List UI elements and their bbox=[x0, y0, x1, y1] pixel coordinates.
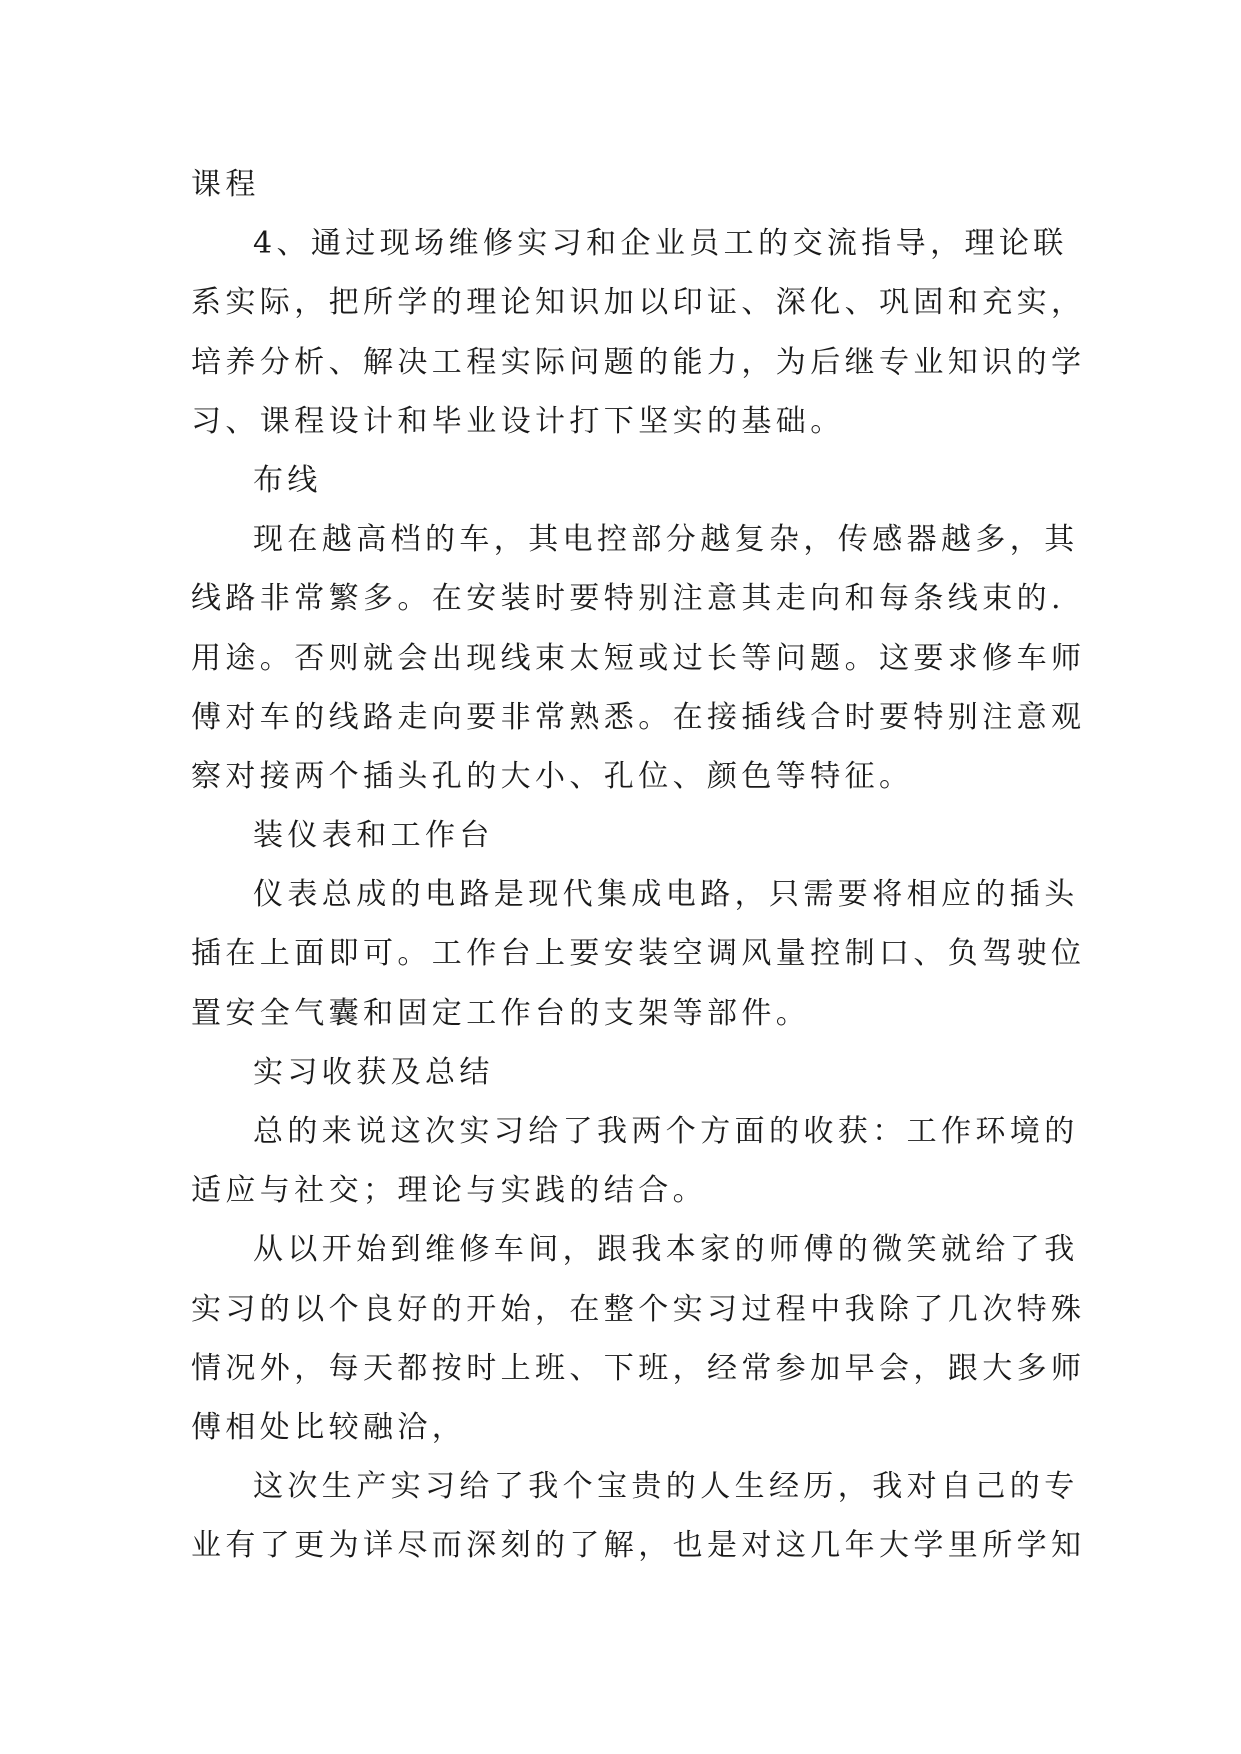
paragraph-line: 线路非常繁多。在安装时要特别注意其走向和每条线束的. bbox=[191, 581, 1065, 617]
paragraph-line: 培养分析、解决工程实际问题的能力，为后继专业知识的学 bbox=[191, 344, 1086, 380]
paragraph-line: 傅相处比较融洽， bbox=[191, 1409, 467, 1445]
paragraph-line: 仪表总成的电路是现代集成电路，只需要将相应的插头 bbox=[253, 877, 1079, 913]
paragraph-line: 用途。否则就会出现线束太短或过长等问题。这要求修车师 bbox=[191, 640, 1086, 676]
section-heading: 实习收获及总结 bbox=[253, 1054, 494, 1090]
paragraph-line: 现在越高档的车，其电控部分越复杂，传感器越多，其 bbox=[253, 522, 1079, 558]
paragraph-line: 适应与社交；理论与实践的结合。 bbox=[191, 1173, 707, 1209]
paragraph-line: 傅对车的线路走向要非常熟悉。在接插线合时要特别注意观 bbox=[191, 699, 1086, 735]
paragraph-line: 插在上面即可。工作台上要安装空调风量控制口、负驾驶位 bbox=[191, 936, 1086, 972]
paragraph-line: 总的来说这次实习给了我两个方面的收获：工作环境的 bbox=[253, 1114, 1079, 1149]
section-heading: 布线 bbox=[253, 462, 322, 498]
paragraph-line: 系实际，把所学的理论知识加以印证、深化、巩固和充实， bbox=[191, 285, 1086, 321]
paragraph-line: 这次生产实习给了我个宝贵的人生经历，我对自己的专 bbox=[253, 1469, 1079, 1505]
paragraph-line: 置安全气囊和固定工作台的支架等部件。 bbox=[191, 995, 811, 1031]
paragraph-line: 习、课程设计和毕业设计打下坚实的基础。 bbox=[191, 403, 845, 439]
document-body bbox=[191, 155, 1086, 1576]
paragraph-line: 业有了更为详尽而深刻的了解，也是对这几年大学里所学知 bbox=[191, 1528, 1086, 1564]
paragraph-line: 情况外，每天都按时上班、下班，经常参加早会，跟大多师 bbox=[191, 1350, 1086, 1386]
paragraph-line: 从以开始到维修车间，跟我本家的师傅的微笑就给了我 bbox=[253, 1232, 1079, 1268]
paragraph-line: 实习的以个良好的开始，在整个实习过程中我除了几次特殊 bbox=[191, 1291, 1086, 1327]
paragraph-line: 课程 bbox=[191, 167, 260, 202]
section-heading: 装仪表和工作台 bbox=[253, 818, 494, 854]
paragraph-line: 4、通过现场维修实习和企业员工的交流指导，理论联 bbox=[253, 226, 1068, 262]
paragraph-line: 察对接两个插头孔的大小、孔位、颜色等特征。 bbox=[191, 758, 914, 794]
